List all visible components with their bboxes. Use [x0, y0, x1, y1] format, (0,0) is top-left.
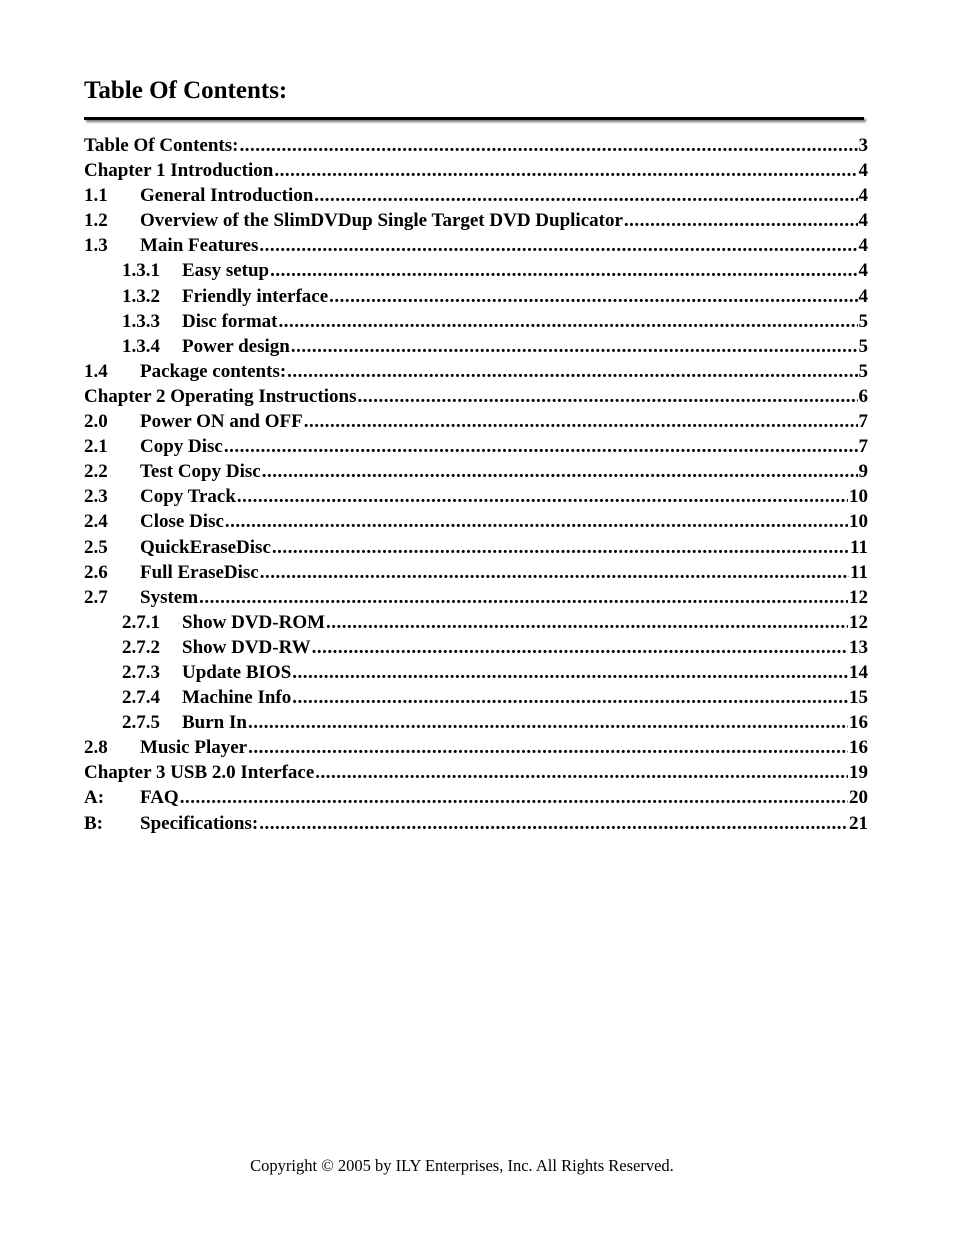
toc-entry-number: 1.2 [84, 210, 108, 232]
toc-entry-title: Copy Track [140, 486, 236, 508]
dot-leader [292, 660, 848, 685]
dot-leader [315, 760, 848, 785]
toc-entry-title: Power ON and OFF [140, 411, 303, 433]
dot-leader [237, 484, 848, 509]
toc-entry-title: Copy Disc [140, 436, 223, 458]
toc-entry-number: 2.8 [84, 737, 108, 759]
toc-entry[interactable] [84, 384, 868, 409]
toc-entry-title: Main Features [140, 235, 259, 257]
toc-entry-page-number: 7 [858, 411, 868, 433]
toc-entry-page-number: 5 [858, 335, 868, 357]
toc-entry[interactable] [84, 585, 868, 610]
dot-leader [326, 610, 848, 635]
toc-entry[interactable] [84, 459, 868, 484]
dot-leader [291, 334, 858, 359]
toc-entry[interactable] [84, 560, 868, 585]
dot-leader [358, 384, 858, 409]
copyright-text: Copyright © 2005 by ILY Enterprises, Inc. All Rights Reserved. [250, 1156, 674, 1175]
toc-entry[interactable] [84, 183, 868, 208]
toc-entry-page-number: 13 [849, 636, 868, 658]
dot-leader [314, 183, 857, 208]
toc-entry-title: System [140, 586, 199, 608]
toc-entry[interactable] [84, 660, 868, 685]
toc-entry-title: Chapter 1 Introduction [84, 160, 274, 182]
toc-entry-page-number: 5 [858, 310, 868, 332]
toc-entry[interactable] [84, 284, 868, 309]
toc-entry[interactable] [84, 760, 868, 785]
dot-leader [270, 258, 857, 283]
toc-entry[interactable] [84, 484, 868, 509]
toc-entry-title: Test Copy Disc [140, 461, 261, 483]
toc-entry-title: Update BIOS [182, 661, 292, 683]
toc-entry-title: FAQ [140, 787, 179, 809]
toc-entry-number: 2.7.3 [122, 661, 160, 683]
toc-entry-title: General Introduction [140, 185, 314, 207]
toc-entry[interactable] [84, 735, 868, 760]
toc-entry-page-number: 11 [850, 536, 868, 558]
toc-entry-page-number: 7 [858, 436, 868, 458]
toc-entry-title: Specifications: [140, 812, 259, 834]
toc-entry-number: 2.1 [84, 436, 108, 458]
toc-entry-number: 2.7.2 [122, 636, 160, 658]
dot-leader [274, 158, 857, 183]
dot-leader [272, 535, 849, 560]
toc-entry[interactable] [84, 685, 868, 710]
toc-entry-title: Show DVD-RW [182, 636, 311, 658]
dot-leader [259, 233, 857, 258]
toc-entry-number: 2.3 [84, 486, 108, 508]
toc-entry-title: Show DVD-ROM [182, 611, 326, 633]
toc-entry-title: Machine Info [182, 687, 292, 709]
toc-entry[interactable] [84, 785, 868, 810]
toc-entry-page-number: 10 [849, 486, 868, 508]
dot-leader [292, 685, 848, 710]
toc-entry-title: Easy setup [182, 260, 270, 282]
toc-entry-number: 1.1 [84, 185, 108, 207]
dot-leader [279, 309, 858, 334]
toc-entry-title: Power design [182, 335, 290, 357]
dot-leader [287, 359, 857, 384]
toc-entry-page-number: 15 [849, 687, 868, 709]
toc-entry[interactable] [84, 434, 868, 459]
toc-entry-number: 1.3.1 [122, 260, 160, 282]
toc-entry-page-number: 9 [858, 461, 868, 483]
toc-entry-page-number: 4 [858, 285, 868, 307]
toc-entry-title: QuickEraseDisc [140, 536, 271, 558]
dot-leader [248, 735, 848, 760]
toc-entry-title: Friendly interface [182, 285, 329, 307]
toc-entry-page-number: 10 [849, 511, 868, 533]
dot-leader [224, 434, 858, 459]
toc-entry-number: 2.0 [84, 411, 108, 433]
toc-entry[interactable] [84, 635, 868, 660]
toc-entry[interactable] [84, 610, 868, 635]
dot-leader [180, 785, 848, 810]
toc-entry[interactable] [84, 334, 868, 359]
dot-leader [312, 635, 848, 660]
toc-entry-page-number: 12 [849, 611, 868, 633]
page-title: Table Of Contents: [84, 77, 288, 104]
toc-entry[interactable] [84, 359, 868, 384]
toc-entry-page-number: 6 [858, 385, 868, 407]
toc-entry-page-number: 4 [858, 160, 868, 182]
dot-leader [225, 509, 848, 534]
toc-entry-title: Package contents: [140, 360, 287, 382]
toc-entry-number: 2.7.1 [122, 611, 160, 633]
dot-leader [329, 284, 857, 309]
toc-entry-page-number: 20 [849, 787, 868, 809]
copyright-footer [0, 1156, 954, 1176]
toc-entry-number: 2.2 [84, 461, 108, 483]
toc-entry-number: 2.5 [84, 536, 108, 558]
toc-entry-page-number: 16 [849, 712, 868, 734]
toc-entry[interactable] [84, 133, 868, 158]
title-divider [84, 117, 864, 120]
toc-entry-number: 1.4 [84, 360, 108, 382]
toc-entry-page-number: 5 [858, 360, 868, 382]
toc-entry-title: Chapter 2 Operating Instructions [84, 385, 357, 407]
toc-entry-number: 2.7 [84, 586, 108, 608]
toc-entry[interactable] [84, 208, 868, 233]
toc-entry[interactable] [84, 409, 868, 434]
dot-leader [262, 459, 858, 484]
toc-entry-number: 2.4 [84, 511, 108, 533]
toc-entry[interactable] [84, 258, 868, 283]
toc-entry-page-number: 19 [849, 762, 868, 784]
toc-entry-number: 1.3.2 [122, 285, 160, 307]
toc-entry-title: Overview of the SlimDVDup Single Target DVD Duplicator [140, 210, 623, 232]
toc-entry-title: Burn In [182, 712, 247, 734]
dot-leader [239, 133, 857, 158]
dot-leader [199, 585, 848, 610]
dot-leader [259, 811, 848, 836]
dot-leader [260, 560, 849, 585]
toc-entry-page-number: 16 [849, 737, 868, 759]
toc-entry-number: 2.7.4 [122, 687, 160, 709]
toc-entry[interactable] [84, 535, 868, 560]
toc-entry-title: Close Disc [140, 511, 224, 533]
toc-entry-number: 1.3 [84, 235, 108, 257]
toc-entry-page-number: 21 [849, 812, 868, 834]
toc-entry-title: Table Of Contents: [84, 135, 239, 156]
toc-entry[interactable] [84, 710, 868, 735]
toc-entry-page-number: 4 [858, 185, 868, 207]
toc-entry-number: 2.7.5 [122, 712, 160, 734]
toc-entry[interactable] [84, 811, 868, 836]
toc-entry-title: Disc format [182, 310, 278, 332]
dot-leader [248, 710, 848, 735]
toc-entry[interactable] [84, 309, 868, 334]
toc-entry-title: Music Player [140, 737, 248, 759]
toc-entry-title: Full EraseDisc [140, 561, 259, 583]
toc-entry-page-number: 3 [858, 135, 868, 156]
toc-entry-number: 1.3.4 [122, 335, 160, 357]
dot-leader [624, 208, 858, 233]
toc-entry-number: B: [84, 812, 103, 834]
toc-entry-page-number: 14 [849, 661, 868, 683]
toc-entry-page-number: 11 [850, 561, 868, 583]
toc-entry[interactable] [84, 233, 868, 258]
table-of-contents [84, 133, 868, 836]
dot-leader [304, 409, 858, 434]
toc-entry-title: Chapter 3 USB 2.0 Interface [84, 762, 315, 784]
toc-entry[interactable] [84, 158, 868, 183]
toc-entry-page-number: 4 [858, 235, 868, 257]
toc-entry-page-number: 4 [858, 210, 868, 232]
toc-entry[interactable] [84, 509, 868, 534]
toc-entry-number: 1.3.3 [122, 310, 160, 332]
toc-entry-number: A: [84, 787, 105, 809]
toc-entry-number: 2.6 [84, 561, 108, 583]
toc-entry-page-number: 12 [849, 586, 868, 608]
toc-entry-page-number: 4 [858, 260, 868, 282]
